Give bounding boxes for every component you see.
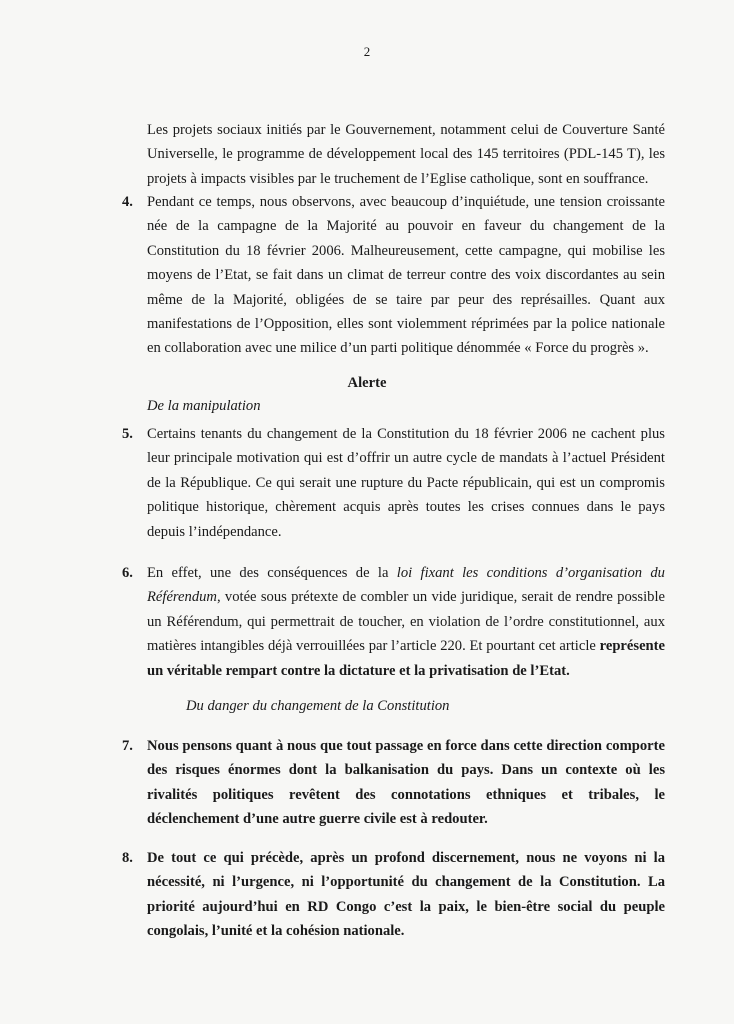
paragraph-number: 5. bbox=[122, 426, 133, 442]
text-run: En effet, une des conséquences de la bbox=[147, 565, 397, 581]
text-line: congolais, l’unité et la cohésion nationale. bbox=[147, 923, 405, 940]
paragraph-8 bbox=[147, 846, 665, 944]
page-number: 2 bbox=[363, 44, 371, 59]
text-line bbox=[147, 561, 665, 585]
text-line bbox=[147, 634, 665, 658]
text-line: De tout ce qui précède, après un profond discernement, nous ne voyons ni la bbox=[147, 850, 665, 866]
law-title-run: loi fixant les conditions d’organisation du bbox=[396, 565, 665, 581]
text-line: depuis l’indépendance. bbox=[147, 523, 282, 540]
text-line: Universelle, le programme de développement local des 145 territoires (PDL-145 T), les bbox=[147, 146, 665, 163]
text-line: même de la Majorité, obligées de se taire par peur des représailles. Quant aux bbox=[147, 291, 665, 308]
paragraph-5 bbox=[147, 422, 665, 544]
paragraph-4 bbox=[147, 190, 665, 361]
text-line: Les projets sociaux initiés par le Gouvernement, notamment celui de Couverture Santé bbox=[147, 122, 665, 138]
paragraph-6 bbox=[147, 561, 665, 683]
text-line: leur principale motivation qui est d’offrir un autre cycle de mandats à l’actuel Président bbox=[147, 450, 665, 467]
paragraph-number: 7. bbox=[122, 738, 133, 754]
law-title-run: Référendum bbox=[147, 589, 217, 606]
text-line: de la République. Ce qui serait une rupture du Pacte républicain, qui est un compromis bbox=[147, 474, 665, 491]
text-line: des risques énormes dont la balkanisation du pays. Dans un contexte où les bbox=[147, 762, 665, 779]
text-line: Certains tenants du changement de la Constitution du 18 février 2006 ne cachent plus bbox=[147, 426, 665, 442]
text-line: Pendant ce temps, nous observons, avec beaucoup d’inquiétude, une tension croissante bbox=[147, 194, 665, 210]
text-line bbox=[147, 585, 665, 609]
text-run: , votée sous prétexte de combler un vide juridique, serait de rendre possible bbox=[216, 589, 665, 606]
text-line: un véritable rempart contre la dictature et la privatisation de l’Etat. bbox=[147, 662, 570, 679]
text-line: moyens de l’Etat, se fait dans un climat de terreur contre des voix discordantes au sein bbox=[147, 267, 665, 284]
text-line: manifestations de l’Opposition, elles sont violemment réprimées par la police nationale bbox=[147, 316, 665, 333]
emphasis-run: représente bbox=[599, 638, 665, 655]
intro-paragraph bbox=[147, 118, 665, 191]
paragraph-7 bbox=[147, 734, 665, 832]
text-line: rivalités politiques revêtent des connotations ethniques et tribales, le bbox=[147, 786, 665, 803]
paragraph-number: 8. bbox=[122, 850, 133, 866]
text-line: née de la campagne de la Majorité au pouvoir en faveur du changement de la bbox=[147, 218, 665, 235]
subheading-manipulation: De la manipulation bbox=[147, 398, 261, 414]
text-line: en collaboration avec une milice d’un parti politique dénommée « Force du progrès ». bbox=[147, 340, 649, 357]
paragraph-number: 6. bbox=[122, 565, 133, 581]
text-line: projets à impacts visibles par le truchement de l’Eglise catholique, sont en souffrance. bbox=[147, 170, 649, 187]
text-line: priorité aujourd’hui en RD Congo c’est la paix, le bien-être social du peuple bbox=[147, 898, 665, 915]
text-run: matières intangibles déjà verrouillées par l’article 220. Et pourtant cet article bbox=[147, 638, 600, 655]
paragraph-number: 4. bbox=[122, 194, 133, 210]
subheading-danger: Du danger du changement de la Constitution bbox=[186, 698, 450, 714]
section-heading-alerte: Alerte bbox=[347, 375, 387, 391]
text-line: Nous pensons quant à nous que tout passage en force dans cette direction comporte bbox=[147, 738, 665, 754]
text-line: politique historique, chèrement acquis après toutes les crises connues dans le pays bbox=[147, 499, 665, 516]
text-line: un Référendum, qui permettrait de toucher, en violation de l’ordre constitutionnel, aux bbox=[147, 613, 665, 630]
text-line: nécessité, ni l’urgence, ni l’opportunité du changement de la Constitution. La bbox=[147, 874, 665, 891]
text-line: déclenchement d’une autre guerre civile est à redouter. bbox=[147, 811, 488, 828]
text-line: Constitution du 18 février 2006. Malheureusement, cette campagne, qui mobilise les bbox=[147, 242, 665, 259]
